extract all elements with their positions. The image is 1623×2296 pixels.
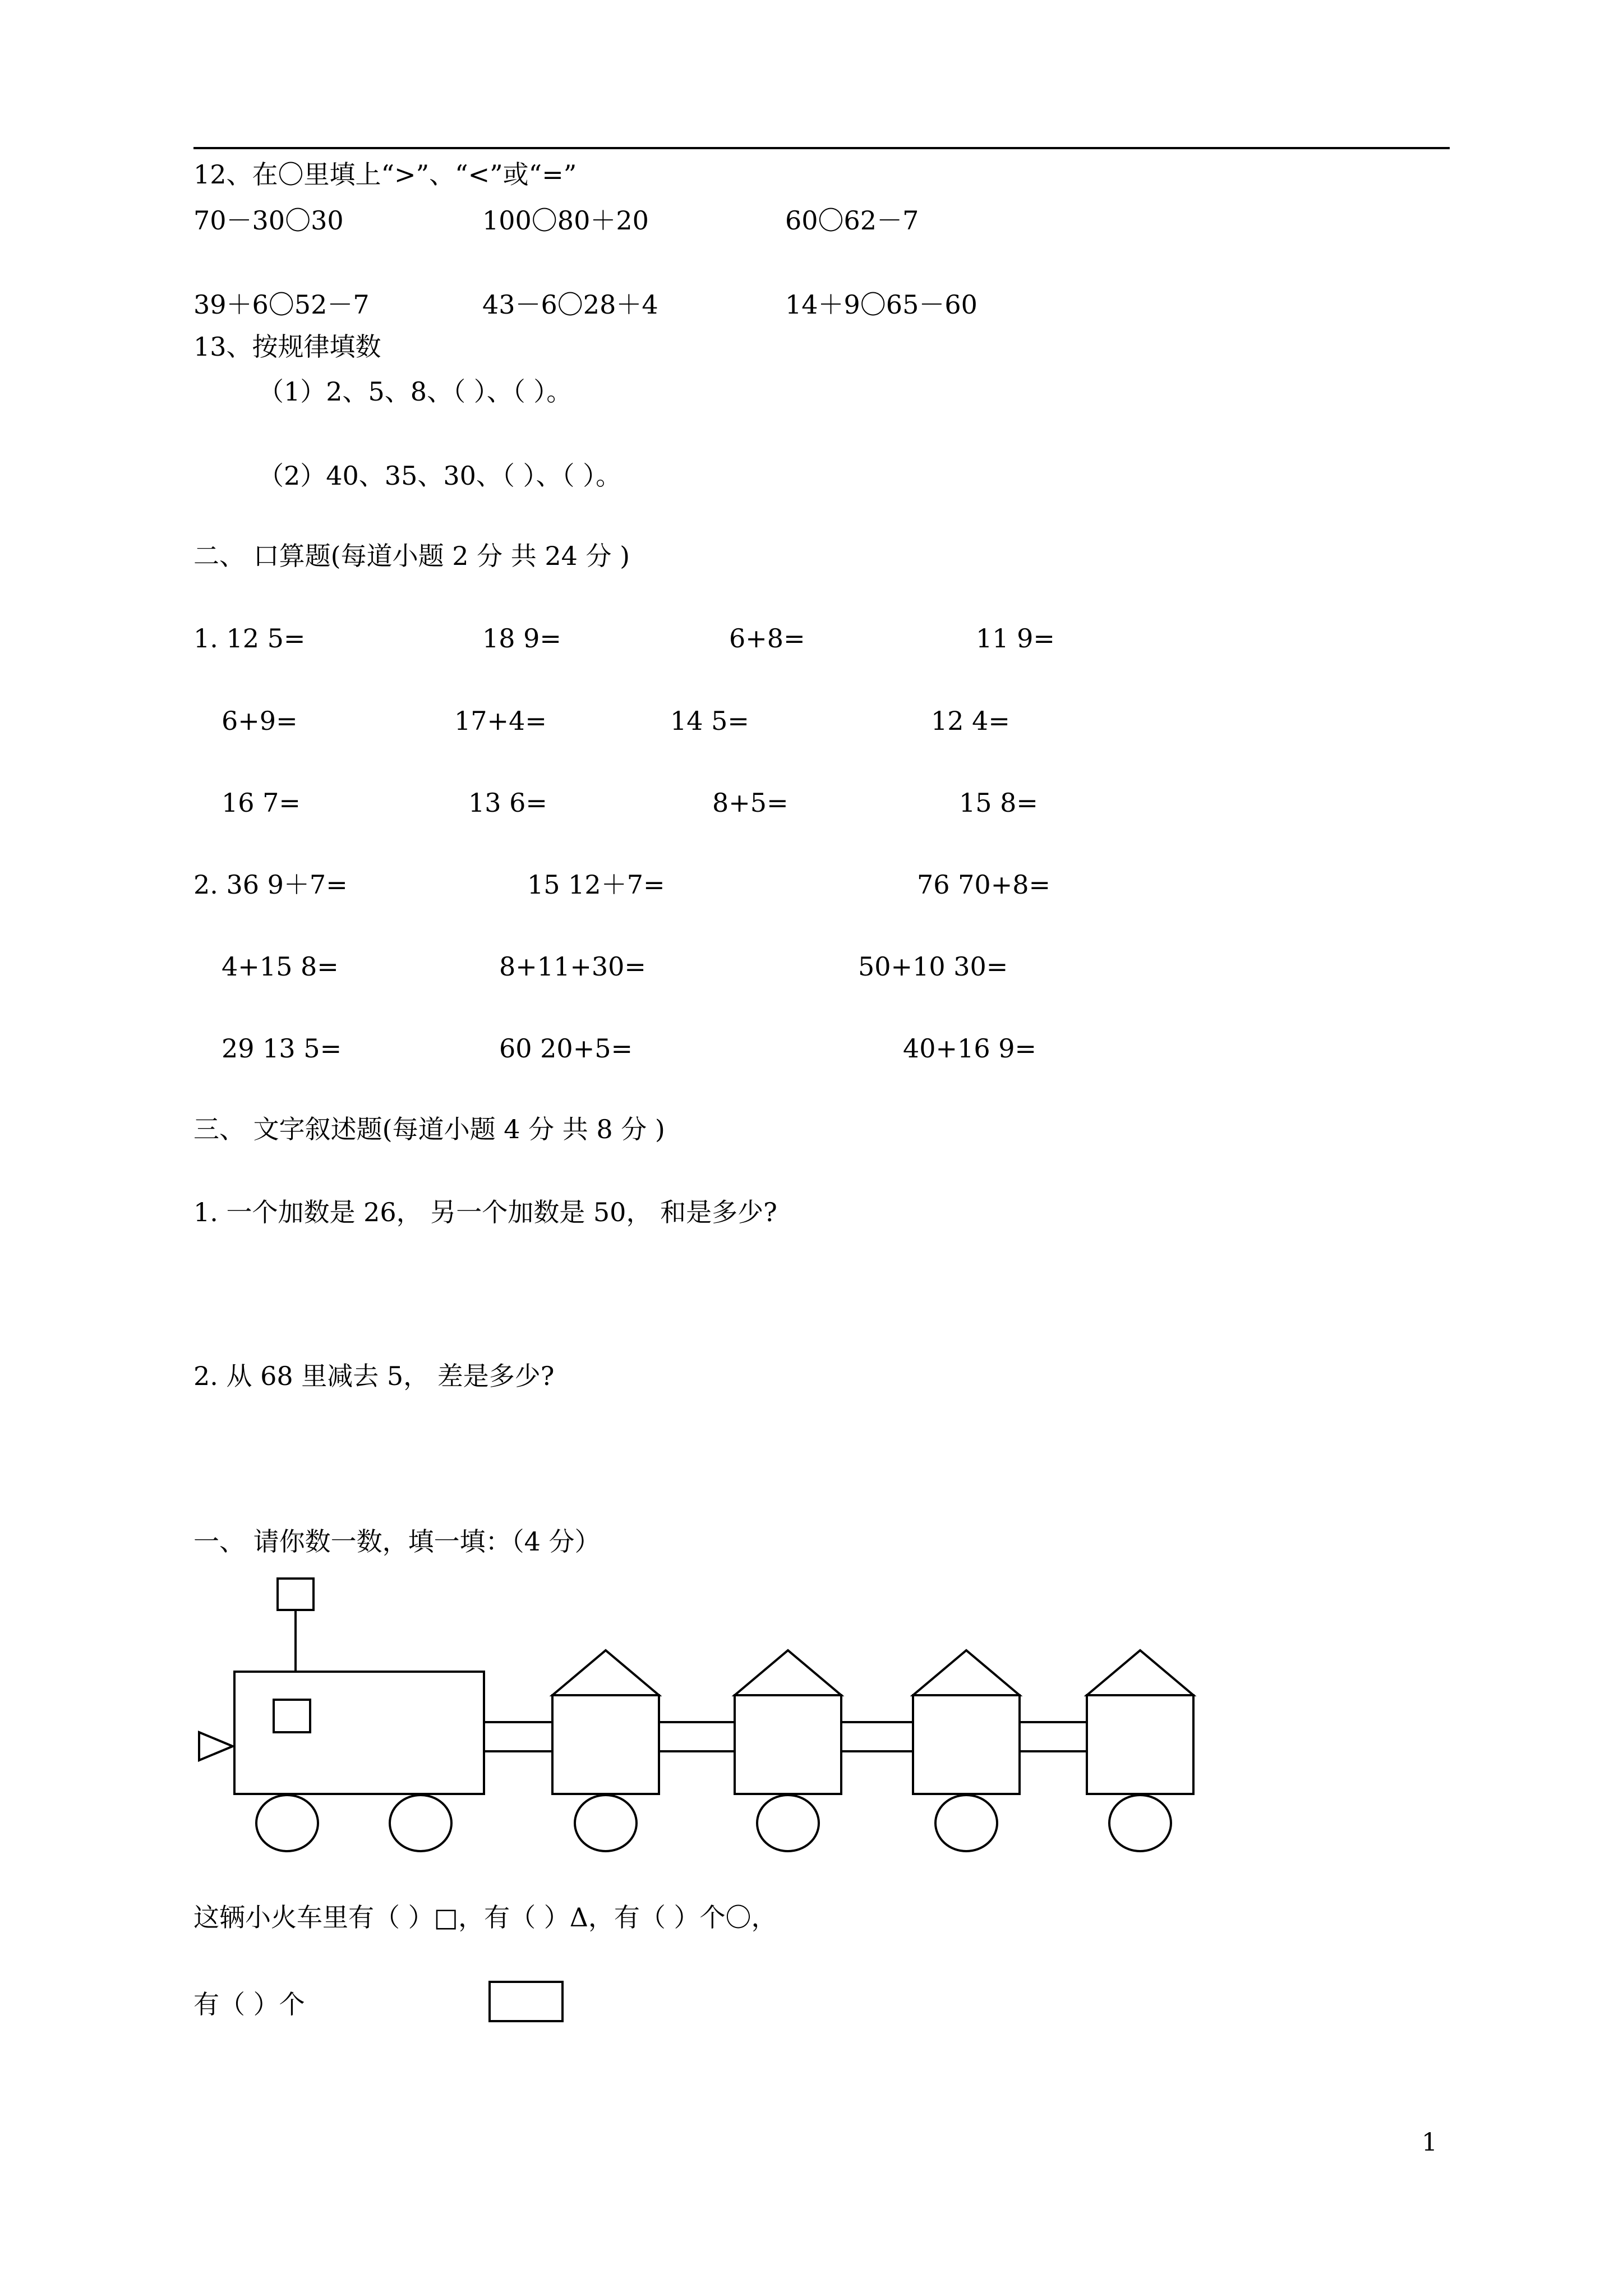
word-title: 三、 文字叙述题(每道小题 4 分 共 8 分 ) — [193, 1114, 665, 1144]
word-question: 1. 一个加数是 26， 另一个加数是 50， 和是多少? — [193, 1197, 777, 1227]
mental-item: 16 7= — [222, 788, 301, 818]
car-body — [1087, 1695, 1193, 1794]
pattern-title: 13、按规律填数 — [193, 332, 381, 362]
compare-expr: 43－6〇28＋4 — [482, 289, 658, 320]
count-title: 一、 请你数一数，填一填：（4 分） — [193, 1526, 601, 1557]
car-roof-triangle — [1087, 1650, 1193, 1695]
compare-expr: 70－30〇30 — [193, 205, 344, 236]
page-number: 1 — [1422, 2128, 1437, 2157]
coupler — [659, 1722, 735, 1751]
mental-item: 40+16 9= — [903, 1033, 1037, 1064]
mental-item: 76 70+8= — [917, 869, 1051, 900]
mental-item: 17+4= — [454, 706, 547, 736]
count-line: 这辆小火车里有（ ）□，有（ ）Δ，有（ ）个〇， — [193, 1902, 777, 1932]
mental-item: 14 5= — [670, 706, 749, 736]
coupler — [841, 1722, 913, 1751]
headlight-triangle — [199, 1732, 233, 1760]
compare-title: 12、在〇里填上“>”、“<”或“=” — [193, 159, 577, 190]
mental-item: 12 4= — [931, 706, 1010, 736]
header-rule — [193, 147, 1450, 149]
pattern-item: （2）40、35、30、（ ）、（ ）。 — [258, 461, 622, 491]
wheel — [757, 1795, 819, 1851]
compare-expr: 60〇62－7 — [785, 205, 919, 236]
mental-title: 二、 口算题(每道小题 2 分 共 24 分 ) — [193, 541, 630, 571]
mental-item: 50+10 30= — [858, 951, 1008, 982]
mental-item: 6+9= — [222, 706, 298, 736]
mental-item: 8+5= — [712, 788, 789, 818]
mental-item: 18 9= — [482, 623, 561, 654]
car-body — [552, 1695, 659, 1794]
chimney-square — [278, 1579, 313, 1610]
coupler — [484, 1722, 552, 1751]
mental-item: 29 13 5= — [222, 1033, 342, 1064]
compare-expr: 14＋9〇65－60 — [785, 289, 978, 320]
wheel — [935, 1795, 997, 1851]
mental-item: 6+8= — [729, 623, 805, 654]
coupler — [1020, 1722, 1087, 1751]
mental-item: 8+11+30= — [499, 951, 646, 982]
car-roof-triangle — [552, 1650, 659, 1695]
train-figure — [193, 1559, 1214, 1862]
wheel — [390, 1795, 451, 1851]
mental-item: 1. 12 5= — [193, 623, 306, 654]
mental-item: 2. 36 9＋7= — [193, 869, 348, 900]
mental-item: 60 20+5= — [499, 1033, 633, 1064]
locomotive-window — [274, 1700, 310, 1732]
car-body — [913, 1695, 1020, 1794]
mental-item: 13 6= — [468, 788, 547, 818]
wheel — [256, 1795, 318, 1851]
car-roof-triangle — [913, 1650, 1020, 1695]
car-body — [735, 1695, 841, 1794]
mental-item: 15 12＋7= — [527, 869, 665, 900]
pattern-item: （1）2、5、8、（ ）、（ ）。 — [258, 376, 573, 407]
compare-expr: 100〇80＋20 — [482, 205, 649, 236]
rectangle-shape — [488, 1980, 566, 2025]
mental-item: 11 9= — [976, 623, 1055, 654]
count-line: 有（ ）个 — [193, 1989, 305, 2019]
wheel — [1109, 1795, 1171, 1851]
wheel — [575, 1795, 637, 1851]
compare-expr: 39＋6〇52－7 — [193, 289, 370, 320]
mental-item: 15 8= — [959, 788, 1038, 818]
mental-item: 4+15 8= — [222, 951, 339, 982]
word-question: 2. 从 68 里减去 5， 差是多少? — [193, 1361, 555, 1391]
locomotive-body — [234, 1672, 484, 1794]
car-roof-triangle — [735, 1650, 841, 1695]
